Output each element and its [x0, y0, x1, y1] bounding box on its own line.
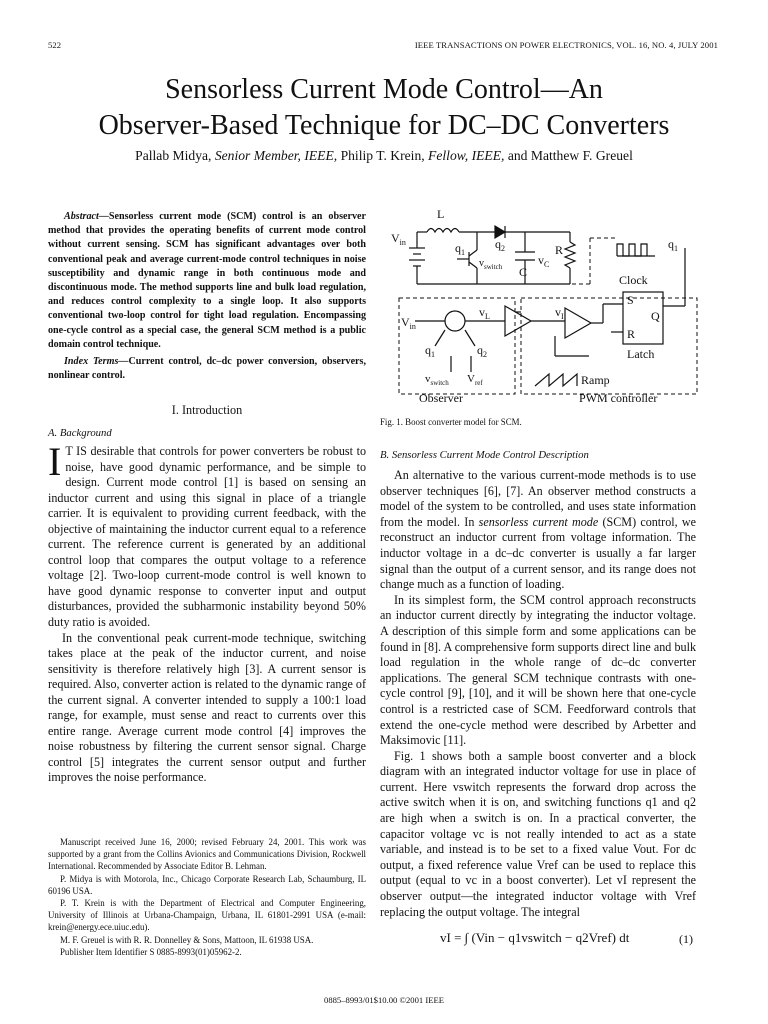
footnote-midya: P. Midya is with Motorola, Inc., Chicago Corporate Research Lab, Schaumburg, IL 60196 USA. — [48, 873, 366, 896]
drop-cap: I — [48, 439, 62, 484]
intro-paragraph-2: In the conventional peak current-mode technique, switching takes place at the peak of the inductor current, and noise sensitivity is therefore relatively high [3]. A current sensor is required. Also, converter action is related to the dynamic range of the current signal. A converter intended to supply a 100:1 load range, for example, must sense and react to currents over this entire range. Average current mode control [4] improves the noise robustness by filtering the current sensor signal. Charge control [5] integrates the current sensor output and further improves the noise performance. — [48, 630, 366, 785]
footnote-krein: P. T. Krein is with the Department of Electrical and Computer Engineering, University of Illinois at Urbana-Champaign, Urbana, IL 61801-2991 USA (e-mail: krein@energy.ece.uiuc.edu). — [48, 898, 366, 933]
equation-1-number: (1) — [679, 932, 693, 946]
footnote-greuel: M. F. Greuel is with R. R. Donnelley & Sons, Mattoon, IL 61938 USA. — [60, 934, 314, 945]
scm-paragraph-2: In its simplest form, the SCM control approach reconstructs an inductor current directly by integrating the inductor voltage. A description of this simple form and some applications can be found in [8]. A comprehensive form supports direct line and bulk load regulation in the whole range of dc–dc converter applications. The general SCM technique contrasts with one-cycle control [9], [10], and it will be shown here that one-cycle control is a restricted case of SCM. Feedforward controls that extend the one-cycle method were described by Arbetter and Maksimovic [11]. — [380, 592, 696, 748]
fig-label-vswitch: $v_{switch}$ — [479, 258, 503, 271]
intro-paragraph-1 — [48, 439, 366, 631]
fig-label-C: C — [519, 265, 528, 279]
author-1-role: Senior Member, IEEE, — [214, 148, 338, 163]
scm-paragraph-1-emphasis: sensorless current mode — [478, 514, 599, 529]
fig-label-vref: $V_{ref}$ — [467, 373, 483, 387]
fig-label-pwm-controller: PWM controller — [579, 391, 658, 405]
fig-label-clock: Clock — [619, 273, 648, 287]
footnote-manuscript: Manuscript received June 16, 2000; revised February 24, 2001. This work was supported by a grant from the Collins Avionics and Communications Division, Rockwell International. Recommended by Associate Editor B. Lehman. — [48, 837, 366, 872]
subsection-heading-background: A. Background — [48, 427, 112, 439]
figure-1-boost-converter-diagram — [385, 208, 705, 408]
title-line-2: Observer-Based Technique for DC–DC Converters — [98, 110, 670, 141]
equation-1: vI = ∫ (Vin − q1vswitch − q2Vref) dt — [440, 930, 630, 945]
fig-label-observer: Observer — [419, 391, 463, 405]
fig-label-vin-observer: $V_{in}$ — [401, 315, 416, 331]
fig-label-q1: $q_1$ — [455, 241, 465, 257]
copyright-footer: 0885–8993/01$10.00 ©2001 IEEE — [324, 995, 444, 1005]
fig-label-q2: $q_2$ — [495, 237, 505, 253]
fig-label-q1-output: $q_1$ — [668, 237, 678, 253]
journal-header: IEEE TRANSACTIONS ON POWER ELECTRONICS, VOL. 16, NO. 4, JULY 2001 — [414, 40, 718, 50]
author-2-role: Fellow, IEEE, — [428, 148, 505, 163]
paper-title — [0, 72, 768, 144]
section-heading-introduction: I. Introduction — [171, 403, 243, 417]
author-2: Philip T. Krein, — [340, 148, 425, 163]
author-3: and Matthew F. Greuel — [507, 148, 633, 163]
author-list — [0, 148, 768, 164]
fig-label-Q: Q — [651, 309, 660, 323]
index-terms-text: Current control, dc–dc power conversion, observers, nonlinear control. — [48, 356, 366, 382]
index-terms — [48, 355, 366, 383]
fig-label-vin: $V_{in}$ — [391, 231, 406, 247]
fig-label-R: R — [555, 243, 564, 257]
page-number: 522 — [48, 40, 62, 50]
footnotes — [48, 836, 366, 958]
abstract-label: Abstract— — [64, 211, 109, 222]
scm-paragraph-1-part-b: (SCM) control, we reconstruct an inductor current from voltage information. The inductor voltage in a dc–dc converter is usually a far larger signal than the output of a current sensor, and its range does not change much as a function of loading. — [380, 514, 696, 592]
fig-label-vI: $v_I$ — [555, 305, 564, 321]
fig-label-vswitch-observer: $v_{switch}$ — [425, 373, 449, 387]
author-1: Pallab Midya, — [135, 148, 212, 163]
fig-label-ramp: Ramp — [581, 373, 610, 387]
title-line-1: Sensorless Current Mode Control—An — [165, 74, 603, 105]
scm-paragraph-3: Fig. 1 shows both a sample boost converter and a block diagram with an integrated inductor voltage for use in place of current. Here vswitch represents the forward drop across the active switch when it is on, and switching functions q1 and q2 are high when a switch is on. In a practical converter, the capacitor voltage vc is not really intended to act as a state variable, and instead is to be set to a fixed value Vout. For dc output, a fixed reference value Vref can be used to replace this output (equal to vc in a boost converter). Let vI represent the observer output—the integrated inductor voltage with Vref replacing the output voltage. The integral — [380, 748, 696, 919]
fig-label-q2-observer: $q_2$ — [477, 343, 487, 359]
scm-description-body — [380, 468, 696, 920]
index-terms-label: Index Terms— — [64, 356, 129, 367]
footnote-publisher: Publisher Item Identifier S 0885-8993(01)05962-2. — [60, 946, 242, 957]
scm-paragraph-1 — [380, 468, 696, 593]
fig-label-latch-R: R — [627, 327, 636, 341]
abstract — [48, 210, 366, 352]
fig-label-vL: $v_L$ — [479, 305, 490, 321]
scm-paragraph-1-part-a: An alternative to the various current-mode methods is to use observer techniques [6], [7]. An observer method constructs a model of the system to be controlled, and uses state information from the model. In — [380, 468, 696, 529]
fig-label-L: L — [437, 208, 445, 221]
abstract-text: Sensorless current mode (SCM) control is an observer method that provides the operating benefits of current mode control without current sensing. SCM has significant advantages over both conventional peak and average current-mode control techniques in noise susceptibility and dynamic range in both continuous mode and discontinuous mode. The method supports line and bulk load regulation, and reduces control complexity to a single loop. It also supports conventional two-loop control for tight load regulation. Encompassing one-cycle control as a special case, the general SCM method is a public domain control technique. — [48, 211, 366, 350]
subsection-heading-scm-description: B. Sensorless Current Mode Control Description — [380, 449, 589, 461]
intro-paragraph-1-text: T IS desirable that controls for power converters be robust to noise, have good dynamic performance, and be simple to design. Current mode control [1] is based on sensing an inductor current and using this signal in place of a triangle carrier. It is equivalent to providing current feedback, with the objective of maintaining the inductor current equal to a reference current. The reference current is generated by an additional control loop that compares the output voltage to a reference voltage [2]. Two-loop current-mode control is well known to have good dynamic response to converter input and output disturbances, provided the subharmonic instability beyond 50% duty ratio is avoided. — [48, 444, 366, 630]
fig-label-vc: $v_C$ — [538, 253, 550, 269]
fig-label-latch: Latch — [627, 347, 655, 361]
intro-body — [48, 439, 366, 786]
fig-label-S: S — [627, 293, 634, 307]
fig-label-q1-observer: $q_1$ — [425, 343, 435, 359]
figure-1-caption: Fig. 1. Boost converter model for SCM. — [380, 417, 522, 427]
